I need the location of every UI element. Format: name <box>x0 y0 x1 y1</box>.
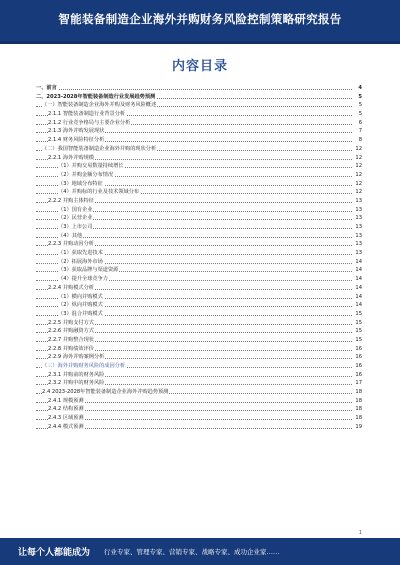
toc-entry-page: 16 <box>355 371 362 378</box>
toc-entry-page: 14 <box>355 293 362 300</box>
toc-entry-label: 2.2.6 并购融资方式 <box>48 328 94 335</box>
toc-entry-label: （2）并购金额分布情况 <box>58 171 114 178</box>
toc-entry[interactable] <box>36 240 362 249</box>
toc-entry[interactable] <box>36 249 362 258</box>
toc-entry-label: 2.3.1 并购前的财务风险 <box>48 371 105 378</box>
toc-entry-page: 5 <box>358 102 362 109</box>
toc-entry-page: 6 <box>358 119 362 126</box>
toc-entry-label: 2.1.4 财务风险特征分析 <box>48 137 105 144</box>
dot-leader <box>36 237 352 238</box>
toc-entry-page: 18 <box>355 389 362 396</box>
toc-entry[interactable] <box>36 405 362 414</box>
toc-entry-page: 12 <box>355 145 362 152</box>
toc-entry[interactable] <box>36 101 362 110</box>
toc-entry-label: （1）并购交易数量持续增长 <box>58 163 124 170</box>
toc-entry-page: 4 <box>358 85 362 91</box>
toc-entry[interactable] <box>36 353 362 362</box>
toc-entry-page: 14 <box>355 267 362 274</box>
toc-entry-label: 2.1.1 智能装备制造行业背景分析 <box>48 111 126 118</box>
toc-entry[interactable] <box>36 154 362 163</box>
toc-entry-label: （1）获取先进技术 <box>58 250 103 257</box>
toc-entry-label: 2.2.5 并购支付方式 <box>48 319 94 326</box>
toc-entry[interactable] <box>36 127 362 136</box>
footer-slogan: 行业专家、管理专家、营销专家、战略专家、成功企业家…… <box>104 548 280 556</box>
toc-entry-label: 2.2.2 并购主体特征 <box>48 197 94 204</box>
toc-entry[interactable] <box>36 171 362 180</box>
toc-entry-label: （三）海外并购财务风险的成因分析 <box>42 363 126 369</box>
toc-entry-label: （3）获取品牌与渠道资源 <box>58 267 119 274</box>
toc-entry[interactable] <box>36 223 362 232</box>
toc-entry[interactable] <box>36 110 362 119</box>
toc-entry[interactable] <box>36 93 362 102</box>
toc-entry-page: 16 <box>355 354 362 361</box>
toc-entry-page: 15 <box>355 328 362 335</box>
toc-entry-label: 一、前言 <box>36 85 57 91</box>
toc-entry-label: 2.4 2023-2028年智能装备制造企业海外并购趋势预测 <box>42 389 169 396</box>
toc-entry-page: 13 <box>355 250 362 257</box>
toc-entry-label: （二）我国智能装备制造企业海外并购的现状分析 <box>42 145 157 152</box>
toc-entry[interactable] <box>36 362 362 371</box>
toc-entry-label: 2.4.2 结构预测 <box>48 406 84 413</box>
page-number: 1 <box>358 530 362 536</box>
toc-entry[interactable] <box>36 206 362 215</box>
toc-entry-page: 19 <box>355 423 362 430</box>
toc-entry[interactable] <box>36 319 362 328</box>
toc-entry-label: （3）混合并购模式 <box>58 310 103 317</box>
toc-entry-label: 2.4.3 区域预测 <box>48 415 84 422</box>
toc-entry-page: 17 <box>355 380 362 387</box>
toc-entry[interactable] <box>36 293 362 302</box>
toc-entry-label: （一）智能装备制造企业海外并购及财务风险概述 <box>42 102 157 109</box>
toc-entry[interactable] <box>36 336 362 345</box>
toc-entry-label: （1）国有企业 <box>58 206 93 213</box>
toc-entry-label: （4）其他 <box>58 232 83 239</box>
toc-entry-label: （1）横向并购模式 <box>58 293 103 300</box>
toc-entry-page: 16 <box>355 345 362 352</box>
toc-entry[interactable] <box>36 119 362 128</box>
toc-entry-label: （3）上市公司 <box>58 224 93 230</box>
toc-entry-label: （2）拓展海外市场 <box>58 258 103 265</box>
toc-entry[interactable] <box>36 266 362 275</box>
footer-band <box>0 538 400 565</box>
toc-entry-page: 12 <box>355 154 362 161</box>
header-band <box>0 0 400 44</box>
toc-entry[interactable] <box>36 258 362 267</box>
toc-entry[interactable] <box>36 301 362 310</box>
toc-entry-label: 2.2.4 并购模式分析 <box>48 284 94 291</box>
toc-entry[interactable] <box>36 310 362 319</box>
toc-entry-page: 13 <box>355 215 362 222</box>
toc-entry-page: 16 <box>355 363 362 369</box>
toc-entry-page: 15 <box>355 336 362 343</box>
toc-entry-page: 8 <box>358 137 362 144</box>
toc-entry-page: 13 <box>355 206 362 213</box>
toc-entry[interactable] <box>36 188 362 197</box>
toc-entry-page: 14 <box>355 302 362 309</box>
toc-entry[interactable] <box>36 197 362 206</box>
toc-entry-label: 2.2.7 并购整合现状 <box>48 336 94 343</box>
toc-entry-page: 7 <box>358 128 362 135</box>
toc-entry-page: 15 <box>355 319 362 326</box>
toc-entry-page: 14 <box>355 276 362 283</box>
toc-entry-page: 14 <box>355 284 362 291</box>
toc-entry-label: （2）民营企业 <box>58 215 93 222</box>
toc-entry-label: 2.2.1 海外并购规模 <box>48 154 94 161</box>
toc-entry-page: 13 <box>355 232 362 239</box>
toc-entry-label: 2.4.1 规模预测 <box>48 397 84 404</box>
toc-entry-page: 12 <box>355 163 362 170</box>
toc-entry[interactable] <box>36 397 362 406</box>
toc-entry[interactable] <box>36 371 362 380</box>
toc-entry[interactable] <box>36 284 362 293</box>
toc-entry[interactable] <box>36 379 362 388</box>
toc-entry-label: （2）纵向并购模式 <box>58 302 103 309</box>
toc-entry[interactable] <box>36 84 362 93</box>
toc-entry-page: 13 <box>355 224 362 230</box>
toc-title: 内容目录 <box>171 59 228 74</box>
toc-entry-page: 14 <box>355 258 362 265</box>
toc-entry[interactable] <box>36 388 362 397</box>
toc-entry-label: （4）并购标的行业及技术领域分布 <box>58 189 140 196</box>
toc-entry-page: 5 <box>358 93 362 100</box>
dot-leader <box>36 89 352 90</box>
toc-entry[interactable] <box>36 423 362 432</box>
toc-entry-page: 13 <box>355 197 362 204</box>
toc-entry-label: 2.1.2 行业竞争格局与主要企业分析 <box>48 119 131 126</box>
toc-entry-label: 2.4.4 模式预测 <box>48 423 84 430</box>
table-of-contents <box>36 84 362 432</box>
toc-entry-page: 12 <box>355 171 362 178</box>
toc-entry-page: 18 <box>355 415 362 422</box>
toc-entry[interactable] <box>36 180 362 189</box>
toc-entry-label: 2.2.8 并购绩效评价 <box>48 345 94 352</box>
toc-entry-page: 12 <box>355 180 362 187</box>
toc-entry-label: （4）提升全球竞争力 <box>58 276 108 283</box>
toc-entry-page: 18 <box>355 397 362 404</box>
toc-entry-label: 2.1.3 海外并购发展现状 <box>48 128 105 135</box>
toc-entry-page: 13 <box>355 241 362 248</box>
toc-entry-label: 二、2023-2028年智能装备制造行业发展趋势预测 <box>36 93 156 100</box>
toc-entry[interactable] <box>36 345 362 354</box>
toc-entry[interactable] <box>36 136 362 145</box>
report-title: 智能装备制造企业海外并购财务风险控制策略研究报告 <box>58 12 342 26</box>
toc-entry[interactable] <box>36 414 362 423</box>
toc-entry[interactable] <box>36 214 362 223</box>
toc-entry[interactable] <box>36 145 362 154</box>
toc-entry-page: 15 <box>355 310 362 317</box>
toc-entry-label: 2.2.9 海外并购案例分析 <box>48 354 105 361</box>
toc-entry-label: 2.3.2 并购中的财务风险 <box>48 380 105 387</box>
footer-logo: 让每个人都能成为 <box>18 548 91 558</box>
toc-entry-label: 2.2.3 并购动因分析 <box>48 241 94 248</box>
toc-entry[interactable] <box>36 162 362 171</box>
toc-entry-label: （3）地域分布特征 <box>58 180 103 187</box>
toc-entry[interactable] <box>36 327 362 336</box>
toc-entry-page: 18 <box>355 406 362 413</box>
toc-entry[interactable] <box>36 275 362 284</box>
toc-entry-page: 5 <box>358 111 362 118</box>
toc-entry-page: 12 <box>355 189 362 196</box>
toc-entry[interactable] <box>36 232 362 241</box>
